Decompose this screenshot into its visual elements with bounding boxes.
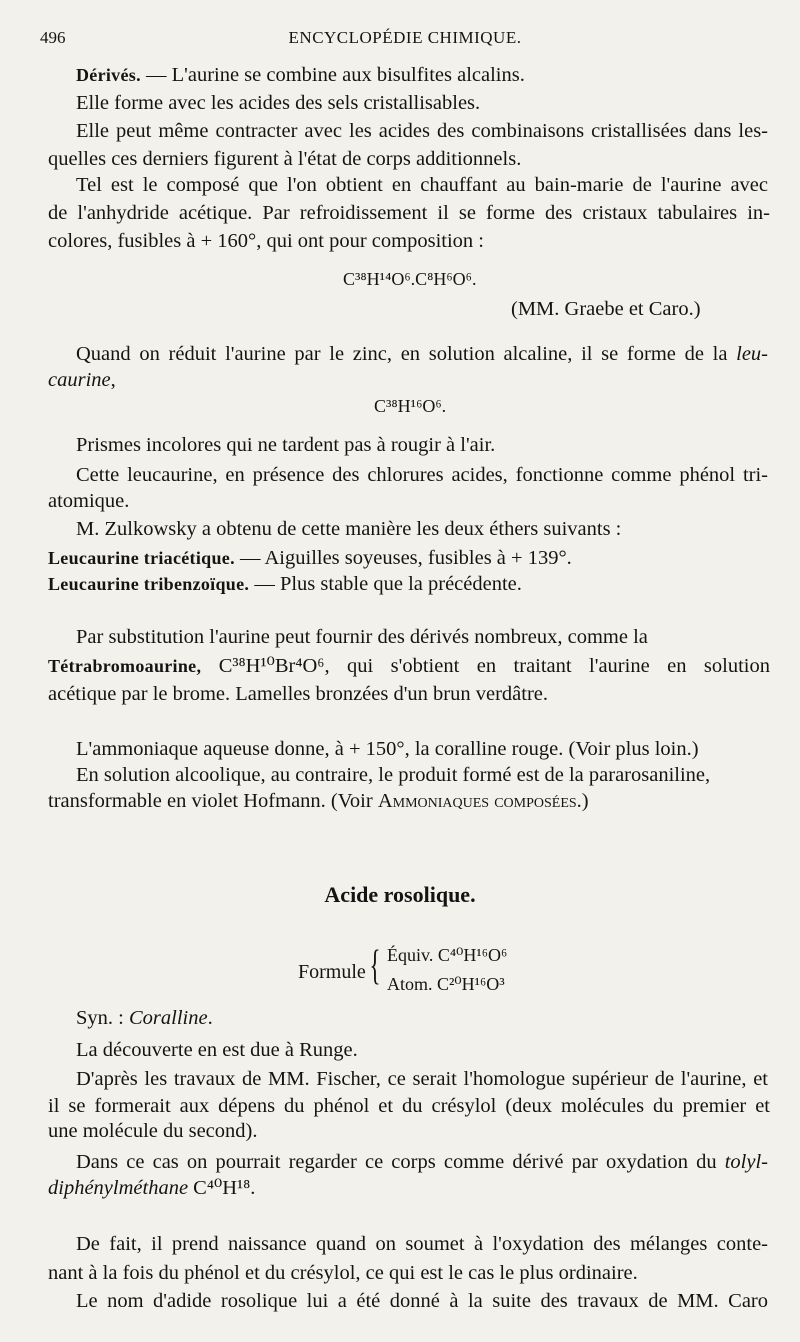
subheading: Dérivés. — [76, 65, 141, 85]
paragraph-line: colores, fusibles à + 160°, qui ont pour composition : — [48, 230, 484, 252]
paragraph-line: L'ammoniaque aqueuse donne, à + 150°, la coralline rouge. (Voir plus loin.) — [76, 738, 699, 760]
paragraph-line: D'après les travaux de MM. Fischer, ce serait l'homologue supérieur de l'aurine, et — [76, 1068, 768, 1090]
line-text: transformable en violet Hofmann. (Voir — [48, 790, 378, 812]
paragraph-line: Prismes incolores qui ne tardent pas à rougir à l'air. — [76, 434, 496, 456]
formula-atom: Atom. C²⁰H¹⁶O³ — [387, 974, 505, 994]
italic-term: diphénylméthane — [48, 1177, 189, 1199]
paragraph-line: acétique par le brome. Lamelles bronzées d'un brun verdâtre. — [48, 683, 549, 705]
line-text: Dans ce cas on pourrait regarder ce corps comme dérivé par oxydation du — [76, 1151, 725, 1173]
chemical-formula: C³⁸H¹⁴O⁶.C⁸H⁶O⁶. — [343, 269, 477, 289]
formula-label: Formule — [298, 961, 366, 983]
line-text: , — [110, 369, 116, 391]
paragraph-line: La découverte en est due à Runge. — [76, 1039, 358, 1061]
subheading: Leucaurine triacétique. — [48, 548, 235, 568]
line-text: — L'aurine se combine aux bisulfites alcalins. — [140, 64, 525, 86]
paragraph-line: une molécule du second). — [48, 1120, 258, 1142]
paragraph-line: M. Zulkowsky a obtenu de cette manière les deux éthers suivants : — [76, 518, 622, 540]
paragraph-line: de l'anhydride acétique. Par refroidissement il se forme des cristaux tabulaires in- — [48, 202, 770, 224]
cross-reference: Ammoniaques composées — [377, 790, 577, 812]
line-text: C⁴⁰H¹⁸. — [188, 1177, 256, 1199]
page-number: 496 — [40, 28, 66, 47]
line-text: .) — [576, 790, 589, 812]
paragraph-line — [76, 1149, 768, 1175]
paragraph-line: nant à la fois du phénol et du crésylol, ce qui est le cas le plus ordinaire. — [48, 1262, 638, 1284]
subheading: Tétrabromoaurine, — [48, 656, 202, 676]
paragraph-line — [48, 545, 572, 571]
chemical-formula: C³⁸H¹⁶O⁶. — [374, 396, 447, 416]
italic-term: tolyl- — [724, 1151, 768, 1173]
paragraph-line — [48, 653, 770, 679]
paragraph-line: Elle forme avec les acides des sels cristallisables. — [76, 92, 481, 114]
paragraph-line: De fait, il prend naissance quand on soumet à l'oxydation des mélanges conte- — [76, 1233, 768, 1255]
formula-source: (MM. Graebe et Caro.) — [511, 298, 701, 320]
paragraph-line: Par substitution l'aurine peut fournir des dérivés nombreux, comme la — [76, 626, 648, 648]
paragraph-line — [48, 788, 589, 814]
paragraph-line: Tel est le composé que l'on obtient en chauffant au bain-marie de l'aurine avec — [76, 174, 768, 196]
paragraph-line: Le nom d'adide rosolique lui a été donné à la suite des travaux de MM. Caro — [76, 1290, 768, 1312]
line-text: Syn. : — [76, 1007, 129, 1029]
paragraph-line — [48, 1175, 255, 1201]
line-text: C³⁸H¹⁰Br⁴O⁶, qui s'obtient en traitant l'aurine en solution — [201, 655, 770, 677]
paragraph-line — [76, 62, 525, 88]
italic-term: leu- — [736, 343, 768, 365]
line-text: — Aiguilles soyeuses, fusibles à + 139°. — [234, 547, 572, 569]
paragraph-line: atomique. — [48, 490, 130, 512]
italic-term: Coralline — [128, 1007, 208, 1029]
paragraph-line: Elle peut même contracter avec les acides des combinaisons cristallisées dans les- — [76, 120, 768, 142]
running-title: ENCYCLOPÉDIE CHIMIQUE. — [288, 28, 522, 47]
line-text: Quand on réduit l'aurine par le zinc, en solution alcaline, il se forme de la — [76, 343, 737, 365]
paragraph-line — [48, 367, 116, 393]
paragraph-line: il se formerait aux dépens du phénol et du crésylol (deux molécules du premier et — [48, 1095, 770, 1117]
paragraph-line — [76, 1005, 213, 1031]
formula-equiv: Équiv. C⁴⁰H¹⁶O⁶ — [387, 945, 508, 965]
line-text: . — [207, 1007, 213, 1029]
paragraph-line — [76, 341, 768, 367]
subheading: Leucaurine tribenzoïque. — [48, 574, 250, 594]
line-text: — Plus stable que la précédente. — [249, 573, 522, 595]
paragraph-line: quelles ces derniers figurent à l'état de corps additionnels. — [48, 148, 522, 170]
paragraph-line: Cette leucaurine, en présence des chlorures acides, fonctionne comme phénol tri- — [76, 464, 768, 486]
section-title: Acide rosolique. — [324, 882, 476, 907]
paragraph-line — [48, 571, 522, 597]
brace-icon: { — [369, 943, 381, 989]
paragraph-line: En solution alcoolique, au contraire, le produit formé est de la pararosaniline, — [76, 764, 711, 786]
italic-term: caurine — [48, 369, 111, 391]
page-header — [40, 28, 770, 52]
